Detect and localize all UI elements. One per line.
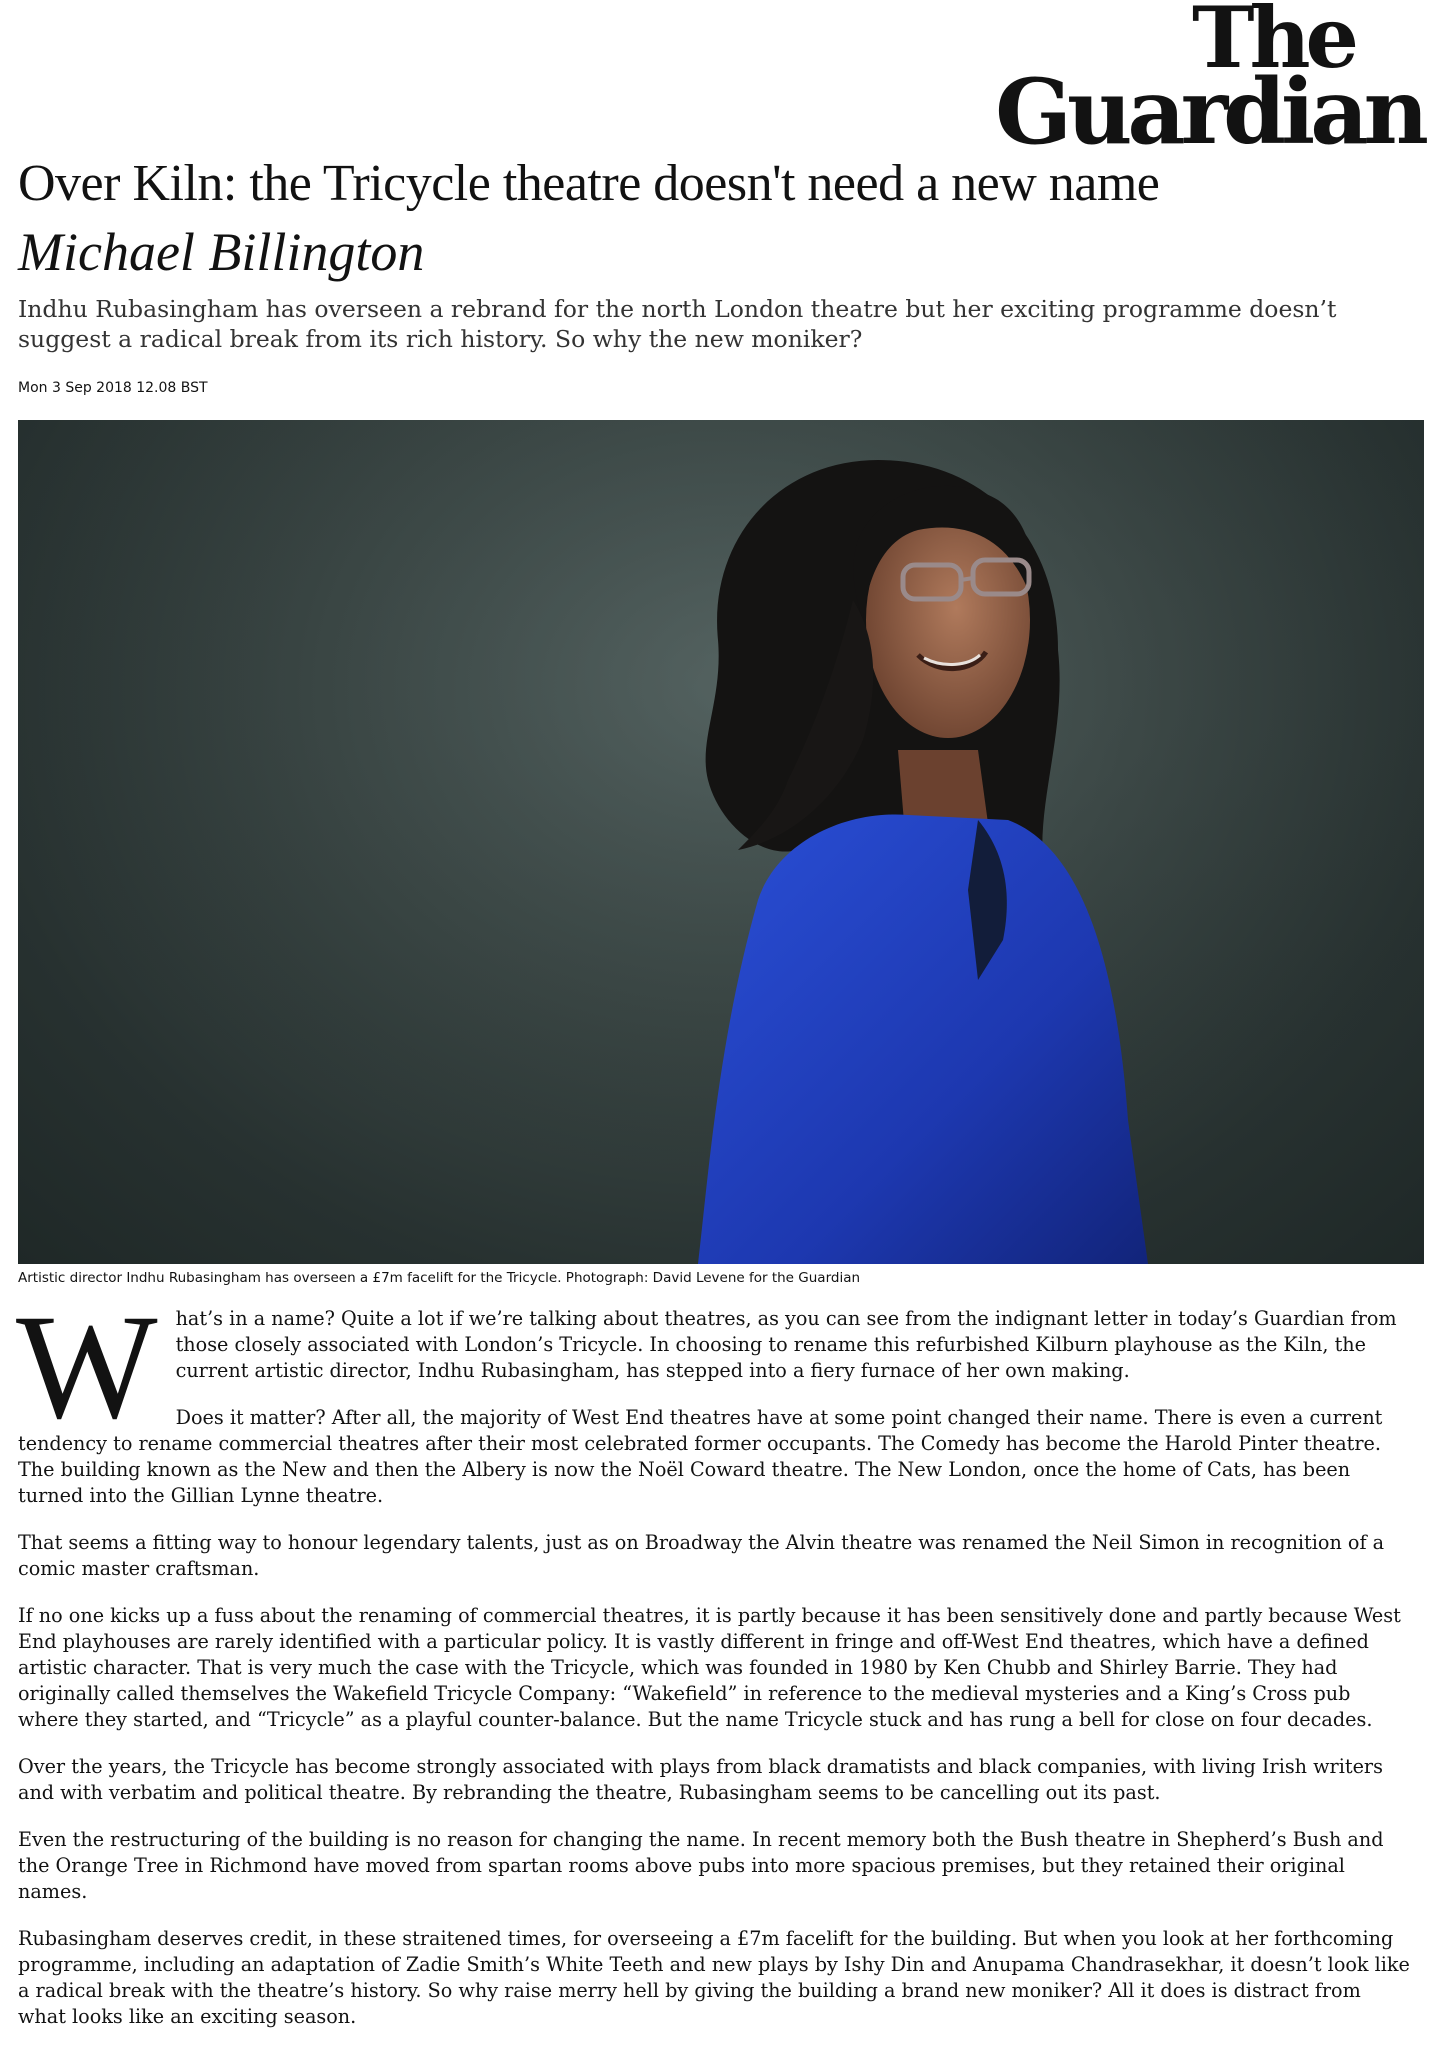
article-byline[interactable]: Michael Billington <box>18 222 425 282</box>
article-standfirst: Indhu Rubasingham has overseen a rebrand for the north London theatre but her exciting programme doesn’t suggest a radical break from its rich history. So why the new moniker? <box>18 295 1337 353</box>
guardian-logo[interactable] <box>995 0 1424 166</box>
drop-cap: W <box>16 1284 158 1450</box>
article-photo[interactable] <box>18 420 1424 1264</box>
photo-caption: Artistic director Indhu Rubasingham has overseen a £7m facelift for the Tricycle. Photograph: David Levene for the Guardian <box>18 1270 861 1286</box>
article-headline: Over Kiln: the Tricycle theatre doesn't need a new name <box>18 155 1160 212</box>
article-paragraph-4: If no one kicks up a fuss about the renaming of commercial theatres, it is partly because it has been sensitively done and partly because West End playhouses are rarely identified with a particular policy. It is vastly different in fringe and off-West End theatres, which have a defined artistic character. That is very much the case with the Tricycle, which was founded in 1980 by Ken Chubb and Shirley Barrie. They had originally called themselves the Wakefield Tricycle Company: “Wakefield” in reference to the medieval mysteries and a King’s Cross pub where they started, and “Tricycle” as a playful counter-balance. But the name Tricycle stuck and has rung a bell for close on four decades. <box>18 1604 1401 1731</box>
article-paragraph-2: Does it matter? After all, the majority of West End theatres have at some point changed their name. There is even a current tendency to rename commercial theatres after their most celebrated former occupants. The Comedy has become the Harold Pinter theatre. The building known as the New and then the Albery is now the Noël Coward theatre. The New London, once the home of Cats, has been turned into the Gillian Lynne theatre. <box>18 1406 1383 1507</box>
portrait-illustration <box>18 420 1424 1264</box>
logo-line-2: Guardian <box>995 59 1424 166</box>
logo-line-1: The <box>1191 0 1354 87</box>
article-paragraph-3: That seems a fitting way to honour legendary talents, just as on Broadway the Alvin theatre was renamed the Neil Simon in recognition of a comic master craftsman. <box>18 1531 1385 1580</box>
article-paragraph-6: Even the restructuring of the building is no reason for changing the name. In recent memory both the Bush theatre in Shepherd’s Bush and the Orange Tree in Richmond have moved from spartan rooms above pubs into more spacious premises, but they retained their original names. <box>18 1828 1384 1903</box>
article-paragraph-1 <box>16 1284 1414 1450</box>
article-body <box>16 1284 1414 2051</box>
paragraph-text: hat’s in a name? Quite a lot if we’re talking about theatres, as you can see from the indignant letter in today’s Guardian from those closely associated with London’s Tricycle. In choosing to rename this refurbished Kilburn playhouse as the Kiln, the current artistic director, Indhu Rubasingham, has stepped into a fiery furnace of her own making. <box>175 1307 1397 1382</box>
article-paragraph-5: Over the years, the Tricycle has become strongly associated with plays from black dramatists and black companies, with living Irish writers and with verbatim and political theatre. By rebranding the theatre, Rubasingham seems to be cancelling out its past. <box>18 1755 1383 1804</box>
article-dateline: Mon 3 Sep 2018 12.08 BST <box>18 380 208 396</box>
article-paragraph-7: Rubasingham deserves credit, in these straitened times, for overseeing a £7m facelift for the building. But when you look at her forthcoming programme, including an adaptation of Zadie Smith’s White Teeth and new plays by Ishy Din and Anupama Chandrasekhar, it doesn’t look like a radical break with the theatre’s history. So why raise merry hell by giving the building a brand new moniker? All it does is distract from what looks like an exciting season. <box>18 1927 1410 2028</box>
